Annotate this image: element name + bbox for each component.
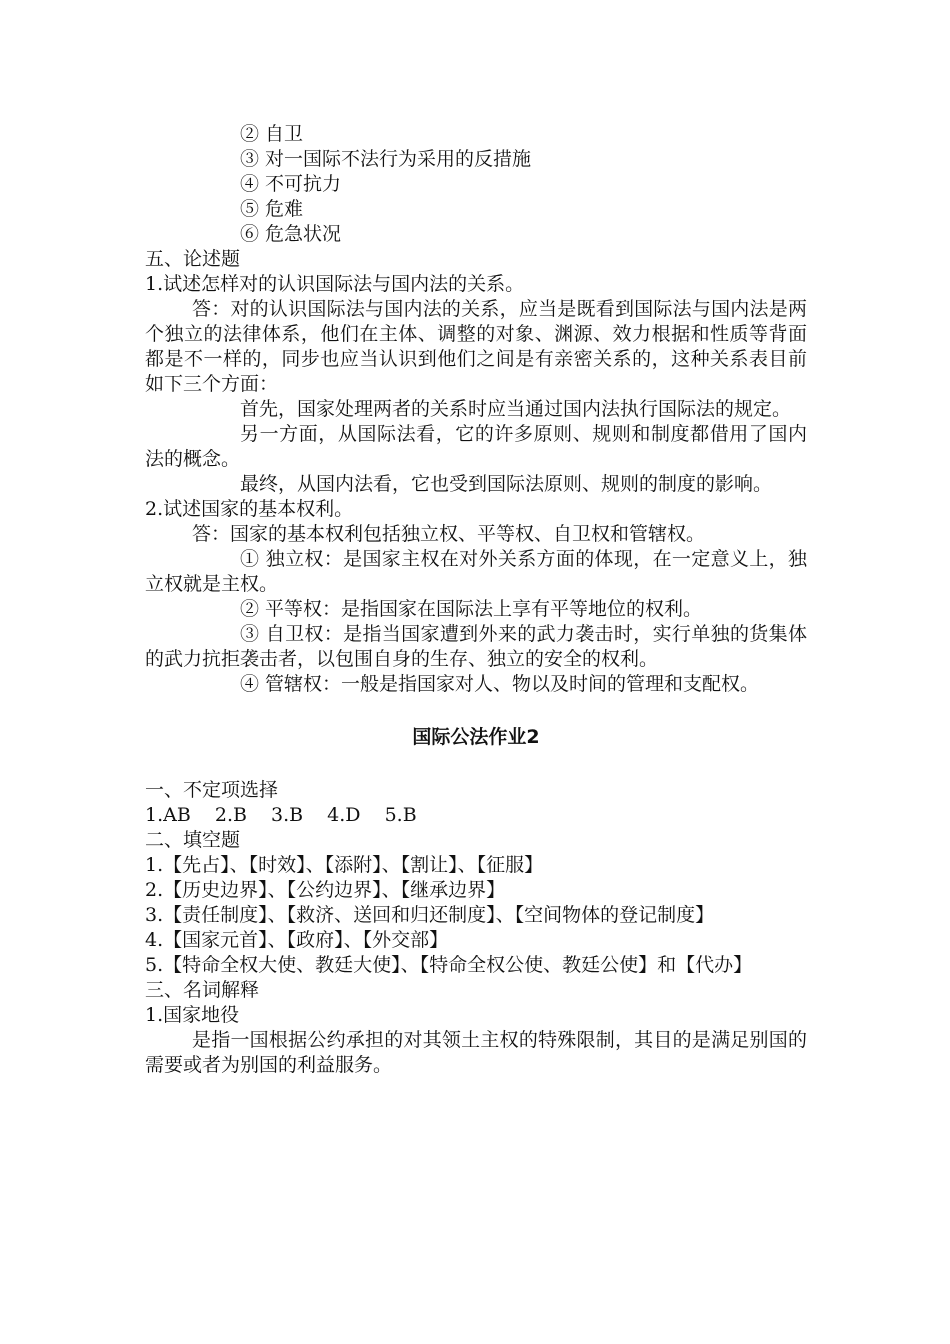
mcq-answer: 5.B <box>384 804 417 826</box>
answer-point: ① 独立权：是国家主权在对外关系方面的体现，在一定意义上，独立权就是主权。 <box>145 548 807 595</box>
section-heading: 三、名词解释 <box>145 979 260 1001</box>
term-title: 1.国家地役 <box>145 1004 240 1026</box>
list-item: ⑥ 危急状况 <box>240 223 342 245</box>
mcq-answers <box>145 803 807 828</box>
document-page <box>145 122 807 1078</box>
answer-point: 首先，国家处理两者的关系时应当通过国内法执行国际法的规定。 <box>240 398 792 420</box>
page-title: 国际公法作业2 <box>412 726 540 748</box>
list-item: ③ 对一国际不法行为采用的反措施 <box>240 148 532 170</box>
fill-answer: 1.【先占】、【时效】、【添附】、【割让】、【征服】 <box>145 854 544 876</box>
answer-point: 最终，从国内法看，它也受到国际法原则、规则的制度的影响。 <box>240 473 773 495</box>
question-text: 1.试述怎样对的认识国际法与国内法的关系。 <box>145 273 525 295</box>
section-heading: 二、填空题 <box>145 829 241 851</box>
fill-answer: 5.【特命全权大使、教廷大使】、【特命全权公使、教廷公使】和【代办】 <box>145 954 753 976</box>
list-item: ② 自卫 <box>240 123 304 145</box>
answer-paragraph: 答：国家的基本权利包括独立权、平等权、自卫权和管辖权。 <box>192 523 706 545</box>
section-heading: 五、论述题 <box>145 248 241 270</box>
answer-paragraph: 答：对的认识国际法与国内法的关系，应当是既看到国际法与国内法是两个独立的法律体系，他们在主体、调整的对象、渊源、效力根据和性质等背面都是不一样的，同步也应当认识到他们之间是有亲密关系的，这种关系表目前如下三个方面： <box>145 298 807 395</box>
list-item: ④ 不可抗力 <box>240 173 342 195</box>
mcq-answer: 4.D <box>327 804 361 826</box>
fill-answer: 3.【责任制度】、【救济、送回和归还制度】、【空间物体的登记制度】 <box>145 904 715 926</box>
answer-point: ② 平等权：是指国家在国际法上享有平等地位的权利。 <box>240 598 703 620</box>
section-heading: 一、不定项选择 <box>145 779 279 801</box>
answer-point: 另一方面，从国际法看，它的许多原则、规则和制度都借用了国内法的概念。 <box>145 423 807 470</box>
answer-point: ③ 自卫权：是指当国家遭到外来的武力袭击时，实行单独的货集体的武力抗拒袭击者，以包围自身的生存、独立的安全的权利。 <box>145 623 807 670</box>
list-item: ⑤ 危难 <box>240 198 304 220</box>
fill-answer: 2.【历史边界】、【公约边界】、【继承边界】 <box>145 879 506 901</box>
term-definition: 是指一国根据公约承担的对其领土主权的特殊限制，其目的是满足别国的需要或者为别国的利益服务。 <box>145 1029 807 1076</box>
question-text: 2.试述国家的基本权利。 <box>145 498 354 520</box>
mcq-answer: 1.AB <box>145 804 191 826</box>
mcq-answer: 3.B <box>271 804 304 826</box>
mcq-answer: 2.B <box>214 804 247 826</box>
fill-answer: 4.【国家元首】、【政府】、【外交部】 <box>145 929 449 951</box>
answer-point: ④ 管辖权：一般是指国家对人、物以及时间的管理和支配权。 <box>240 673 760 695</box>
